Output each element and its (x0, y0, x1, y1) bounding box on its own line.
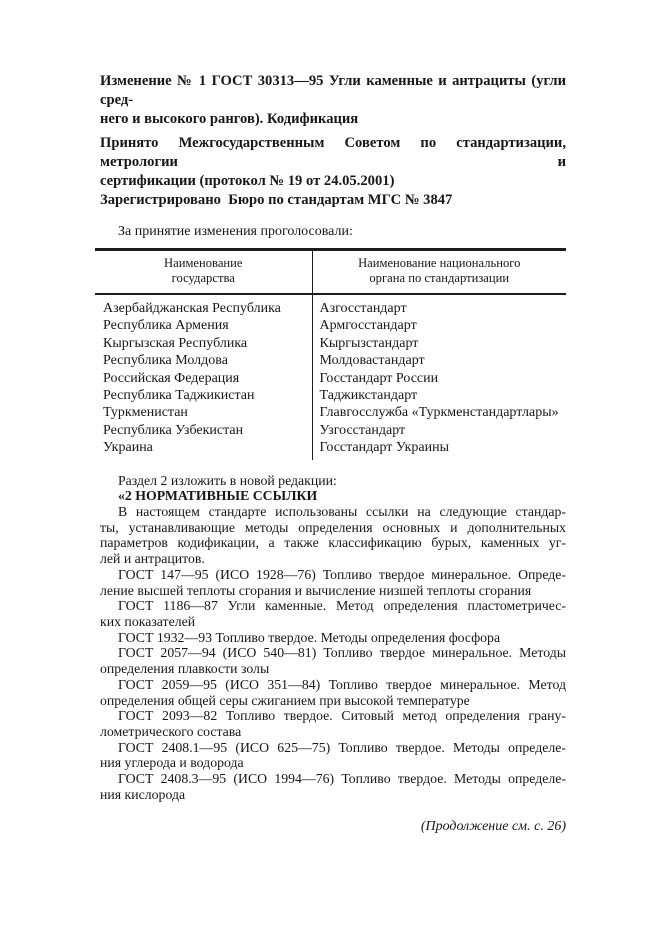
org-cell: Азгосстандарт (319, 301, 407, 316)
paragraph (100, 473, 566, 489)
amendment-title (100, 72, 566, 129)
table-row (95, 335, 566, 352)
adopted-line: Принято Межгосударственным Советом по стандартизации, метрологии и (100, 135, 566, 170)
org-cell: Кыргызстандарт (319, 335, 419, 351)
paragraph (100, 504, 566, 567)
text-line: В настоящем стандарте использованы ссылки на следующие стандар- (118, 504, 566, 520)
org-cell: Таджикстандарт (319, 388, 418, 404)
header-line: органа по стандартизации (369, 271, 510, 285)
voting-table-header (95, 250, 566, 295)
text-line: ГОСТ 2408.3—95 (ИСО 1994—76) Топливо твердое. Методы определе- (118, 771, 566, 787)
org-column-header (312, 250, 566, 295)
text-line: ление высшей теплоты сгорания и вычисление низшей теплоты сгорания (100, 582, 532, 598)
adoption-block (100, 134, 566, 210)
text-line: ГОСТ 2057—94 (ИСО 540—81) Топливо твердое минеральное. Методы (118, 645, 566, 661)
country-cell: Украина (95, 439, 312, 459)
text-line: лометрического состава (100, 723, 242, 739)
country-cell: Республика Молдова (95, 352, 312, 369)
text-line: ГОСТ 1186—87 Угли каменные. Метод определения пластометричес- (118, 598, 566, 614)
table-row (95, 352, 566, 369)
table-row (95, 422, 566, 439)
text-line: ГОСТ 2093—82 Топливо твердое. Ситовый метод определения грану- (118, 708, 566, 724)
text-line: лей и антрацитов. (100, 551, 205, 567)
voting-table-body (95, 294, 566, 460)
normative-references-section (100, 473, 566, 803)
org-cell: Госстандарт России (319, 370, 439, 386)
org-cell: Молдовастандарт (319, 353, 425, 369)
title-line: Изменение № 1 ГОСТ 30313—95 Угли каменные и антрациты (угли сред- (100, 73, 566, 108)
table-row (95, 404, 566, 421)
registered-line: Зарегистрировано Бюро по стандартам МГС № 3847 (100, 192, 453, 208)
paragraph (100, 677, 566, 708)
org-cell: Узгосстандарт (319, 422, 406, 438)
paragraph (100, 598, 566, 629)
org-cell: Главгосслужба «Туркменстандартлары» (319, 405, 559, 421)
text-line: ния кислорода (100, 786, 186, 802)
paragraph (100, 630, 566, 646)
text-line: определения плавкости золы (100, 661, 270, 677)
text-line: ГОСТ 2059—95 (ИСО 351—84) Топливо твердое минеральное. Метод (118, 676, 566, 692)
table-row (95, 439, 566, 459)
country-cell: Республика Армения (95, 317, 312, 334)
text-line: ты, устанавливающие методы определения основных и дополнительных (100, 519, 566, 535)
vote-intro: За принятие изменения проголосовали: (118, 224, 353, 239)
paragraph (100, 567, 566, 598)
title-line: него и высокого рангов). Кодификация (100, 111, 359, 127)
header-row (95, 250, 566, 295)
text-line: определения общей серы сжиганием при высокой температуре (100, 692, 470, 708)
text-line: ких показателей (100, 613, 196, 629)
continuation-note: (Продолжение см. с. 26) (420, 819, 566, 835)
paragraph (100, 740, 566, 771)
country-cell: Российская Федерация (95, 370, 312, 387)
text-line: ГОСТ 147—95 (ИСО 1928—76) Топливо твердое минеральное. Опреде- (118, 566, 566, 582)
country-cell: Республика Таджикистан (95, 387, 312, 404)
header-line: Наименование (164, 256, 243, 270)
header-line: государства (171, 271, 235, 285)
text-line: ГОСТ 1932—93 Топливо твердое. Методы определения фосфора (118, 629, 501, 645)
text-line: параметров кодификации, а также классификацию бурых, каменных уг- (100, 535, 566, 551)
org-cell: Госстандарт Украины (319, 440, 449, 456)
paragraph (100, 645, 566, 676)
table-row (95, 370, 566, 387)
voting-table (95, 248, 566, 460)
org-cell: Армгосстандарт (319, 318, 417, 334)
country-cell: Азербайджанская Республика (95, 294, 312, 317)
adopted-line: сертификации (протокол № 19 от 24.05.2001) (100, 173, 395, 189)
text-line: Раздел 2 изложить в новой редакции: (118, 472, 337, 488)
text-line: ГОСТ 2408.1—95 (ИСО 625—75) Топливо твердое. Методы определе- (118, 739, 566, 755)
section-heading (100, 488, 566, 504)
table-row (95, 294, 566, 317)
paragraph (100, 708, 566, 739)
paragraph (100, 771, 566, 802)
table-row (95, 387, 566, 404)
country-column-header (95, 250, 312, 295)
country-cell: Кыргызская Республика (95, 335, 312, 352)
table-row (95, 317, 566, 334)
country-cell: Республика Узбекистан (95, 422, 312, 439)
header-line: Наименование национального (358, 256, 521, 270)
text-line: «2 НОРМАТИВНЫЕ ССЫЛКИ (118, 488, 318, 504)
country-cell: Туркменистан (95, 404, 312, 421)
document-content (100, 72, 566, 836)
text-line: ния углерода и водорода (100, 755, 244, 771)
